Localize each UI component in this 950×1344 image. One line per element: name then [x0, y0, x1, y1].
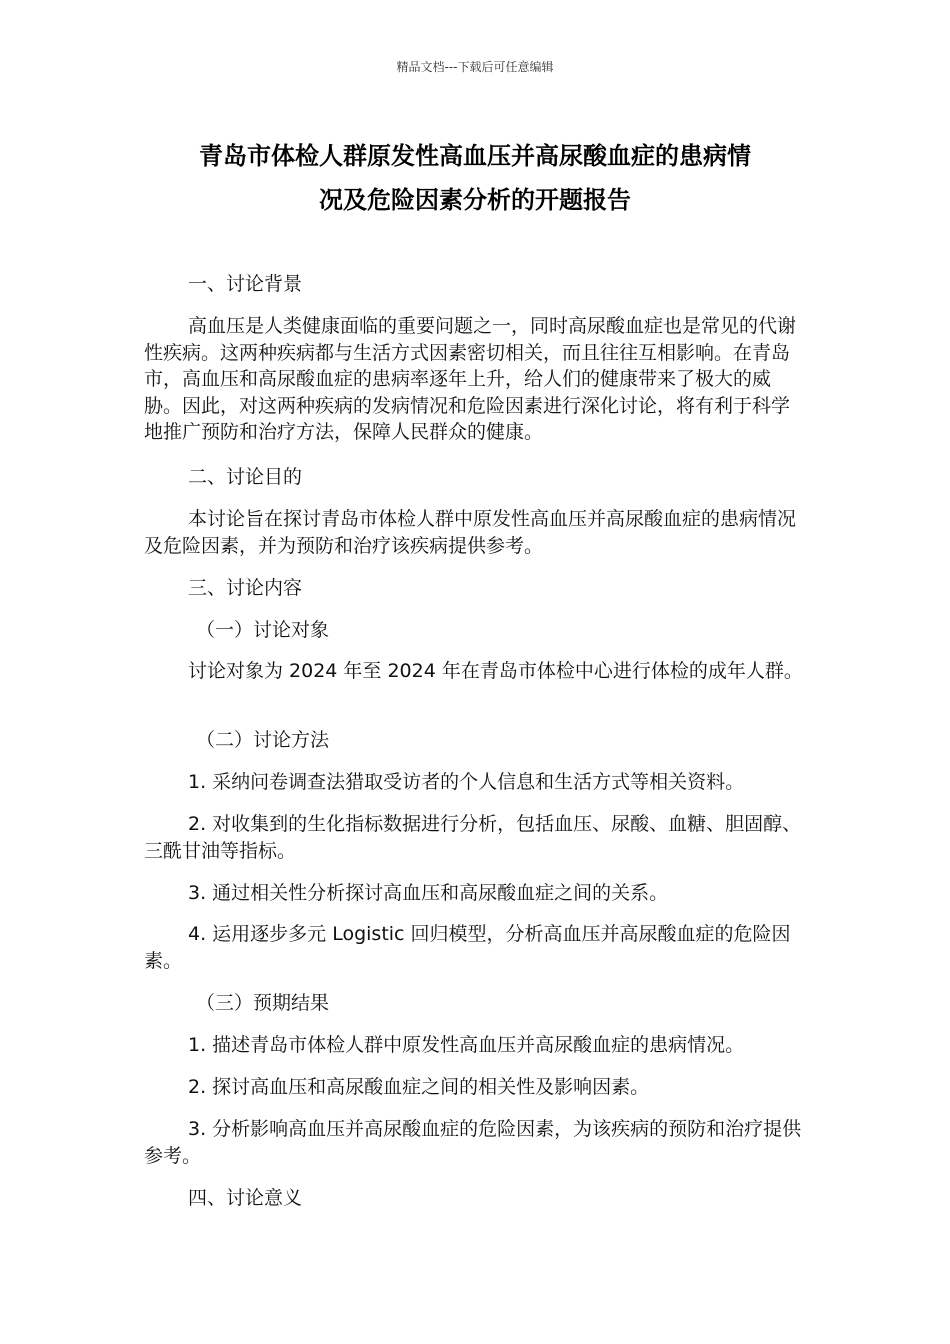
section-2-paragraph [144, 506, 806, 559]
subsection-2-heading [144, 727, 806, 754]
subsection-heading: （二）讨论方法 [196, 729, 330, 751]
list-item: 2. 探讨高血压和高尿酸血症之间的相关性及影响因素。 [188, 1076, 650, 1098]
section-4-heading [144, 1185, 806, 1212]
list-item: 4. 运用逐步多元 Logistic 回归模型，分析高血压并高尿酸血症的危险因素。 [144, 923, 791, 972]
section-heading: 三、讨论内容 [188, 577, 303, 599]
section-heading: 二、讨论目的 [188, 466, 303, 488]
list-item: 1. 描述青岛市体检人群中原发性高血压并高尿酸血症的患病情况。 [188, 1034, 745, 1056]
page-title-line-1: 青岛市体检人群原发性高血压并高尿酸血症的患病情 [199, 142, 751, 170]
section-1-heading [144, 271, 806, 298]
result-item-1 [144, 1032, 806, 1059]
section-heading: 一、讨论背景 [188, 273, 303, 295]
section-heading: 四、讨论意义 [188, 1187, 303, 1209]
subsection-heading: （一）讨论对象 [196, 619, 330, 641]
list-item: 1. 采纳问卷调查法猎取受访者的个人信息和生活方式等相关资料。 [188, 771, 745, 793]
section-3-heading [144, 575, 806, 602]
section-1-paragraph [144, 313, 806, 446]
list-item: 2. 对收集到的生化指标数据进行分析，包括血压、尿酸、血糖、胆固醇、三酰甘油等指标。 [144, 813, 802, 862]
subsection-heading: （三）预期结果 [196, 992, 330, 1014]
subsection-1-heading [144, 617, 806, 644]
page-title-line-2: 况及危险因素分析的开题报告 [319, 186, 631, 214]
section-2-heading [144, 464, 806, 491]
list-item: 3. 通过相关性分析探讨高血压和高尿酸血症之间的关系。 [188, 882, 669, 904]
header-note: 精品文档---下载后可任意编辑 [396, 60, 554, 74]
page-title [140, 134, 810, 222]
paragraph: 讨论对象为 2024 年至 2024 年在青岛市体检中心进行体检的成年人群。 [188, 660, 803, 682]
list-item: 3. 分析影响高血压并高尿酸血症的危险因素，为该疾病的预防和治疗提供参考。 [144, 1118, 802, 1167]
result-item-3 [144, 1116, 806, 1169]
method-item-2 [144, 811, 806, 864]
method-item-4 [144, 921, 806, 974]
method-item-3 [144, 880, 806, 907]
result-item-2 [144, 1074, 806, 1101]
subsection-1-paragraph [144, 658, 806, 685]
method-item-1 [144, 769, 806, 796]
paragraph: 高血压是人类健康面临的重要问题之一，同时高尿酸血症也是常见的代谢性疾病。这两种疾病都与生活方式因素密切相关，而且往往互相影响。在青岛市，高血压和高尿酸血症的患病率逐年上升，给人们的健康带来了极大的威胁。因此，对这两种疾病的发病情况和危险因素进行深化讨论，将有利于科学地推广预防和治疗方法，保障人民群众的健康。 [144, 315, 797, 443]
subsection-3-heading [144, 990, 806, 1017]
paragraph: 本讨论旨在探讨青岛市体检人群中原发性高血压并高尿酸血症的患病情况及危险因素，并为预防和治疗该疾病提供参考。 [144, 508, 797, 557]
